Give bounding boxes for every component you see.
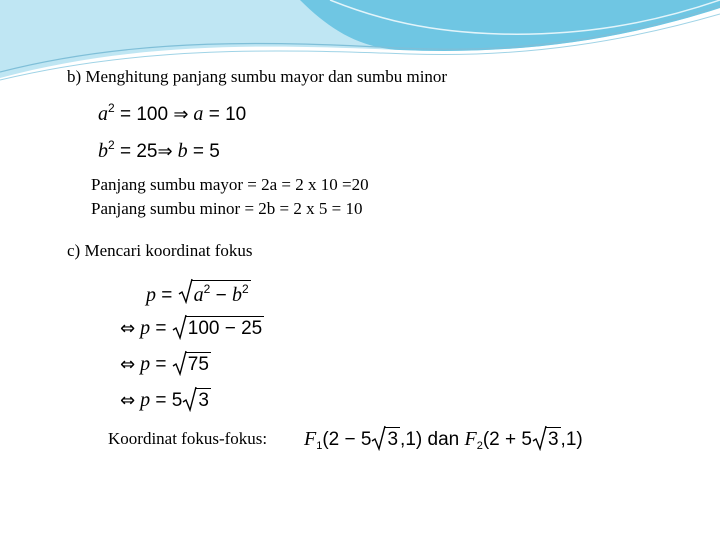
foci-label: Koordinat fokus-fokus:: [108, 429, 268, 448]
square-root: [172, 352, 211, 376]
focus-2-subscript: 2: [476, 440, 483, 452]
square-root: [182, 388, 211, 412]
equals-10: = 10: [203, 104, 247, 125]
iff-arrow: ⇔: [120, 390, 136, 411]
var-b: b: [232, 284, 242, 306]
equation-step-3: [120, 352, 211, 376]
implies-arrow: ⇒: [173, 104, 189, 125]
focus-2-close: ,1): [560, 429, 583, 450]
equals: =: [156, 285, 178, 306]
iff-arrow: ⇔: [120, 318, 136, 339]
exponent: 2: [242, 282, 249, 296]
radicand: 3: [547, 429, 559, 450]
square-root: [172, 316, 265, 340]
minor-axis-length: Panjang sumbu minor = 2b = 2 x 5 = 10: [91, 199, 363, 218]
equals-5: = 5: [150, 390, 183, 411]
square-root: [178, 280, 251, 307]
var-b: b: [98, 140, 108, 162]
focus-1-name: F: [304, 428, 317, 450]
var-p: p: [135, 389, 151, 411]
equation-p-formula: [146, 280, 251, 307]
iff-arrow: ⇔: [120, 354, 136, 375]
focus-1-close: ,1): [400, 429, 423, 450]
major-axis-length: Panjang sumbu mayor = 2a = 2 x 10 =20: [91, 175, 369, 194]
equation-step-4: [120, 388, 211, 412]
var-a: a: [98, 103, 108, 125]
section-c-heading: c) Mencari koordinat fokus: [67, 241, 253, 260]
focus-1-subscript: 1: [316, 440, 323, 452]
var-b: b: [172, 140, 188, 162]
equation-a-squared: [98, 101, 246, 126]
minus: −: [210, 285, 232, 306]
equals-25: = 25: [114, 141, 158, 162]
focus-2-name: F: [464, 428, 477, 450]
equation-b-squared: [98, 138, 220, 163]
radicand: 3: [198, 390, 209, 411]
radicand: 100 − 25: [187, 318, 263, 339]
connector-dan: dan: [422, 429, 465, 450]
radicand: 3: [387, 429, 399, 450]
var-p: p: [135, 317, 151, 339]
section-b-heading: b) Menghitung panjang sumbu mayor dan sumbu minor: [67, 67, 448, 86]
square-root: [371, 427, 400, 451]
focus-2-open: (2 + 5: [482, 429, 532, 450]
foci-coordinates: [304, 427, 583, 452]
square-root: [532, 427, 561, 451]
exponent: 2: [108, 101, 115, 115]
radicand: 75: [187, 354, 209, 375]
var-p: p: [135, 353, 151, 375]
exponent: 2: [108, 138, 115, 152]
equation-step-2: [120, 316, 264, 340]
var-p: p: [146, 284, 156, 306]
equals: =: [150, 318, 172, 339]
var-a: a: [188, 103, 204, 125]
equals: =: [150, 354, 172, 375]
var-a: a: [193, 284, 204, 306]
focus-1-open: (2 − 5: [322, 429, 372, 450]
equals-5: = 5: [187, 141, 220, 162]
exponent: 2: [203, 282, 211, 296]
equals-100: = 100: [114, 104, 174, 125]
implies-arrow: ⇒: [157, 141, 173, 162]
